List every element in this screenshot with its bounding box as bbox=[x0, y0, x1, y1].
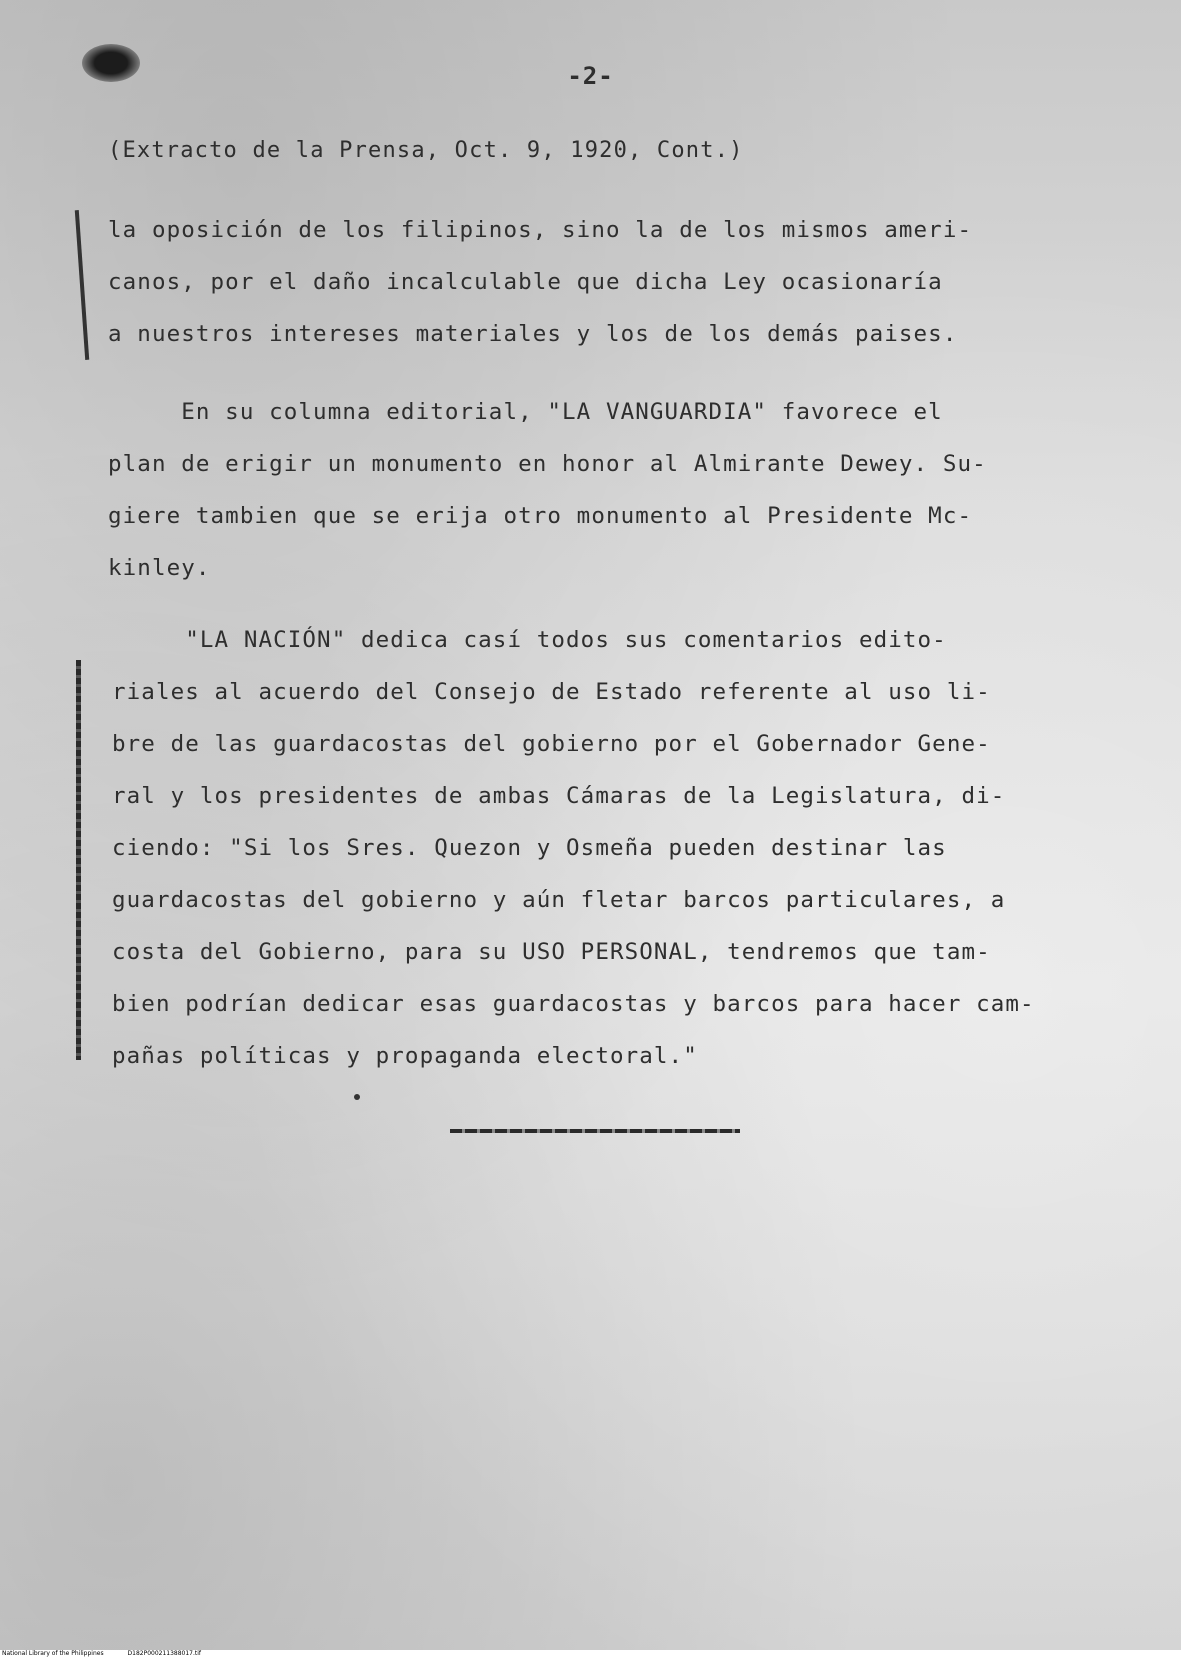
text-line: la oposición de los filipinos, sino la de los mismos ameri- bbox=[108, 217, 973, 243]
archive-footer bbox=[2, 1650, 201, 1658]
text-line: giere tambien que se erija otro monumento al Presidente Mc- bbox=[108, 503, 973, 529]
text-line: En su columna editorial, "LA VANGUARDIA" favorece el bbox=[108, 399, 943, 425]
text-line: pañas políticas y propaganda electoral." bbox=[112, 1043, 698, 1069]
text-line: kinley. bbox=[108, 555, 211, 581]
text-line: canos, por el daño incalculable que dicha Ley ocasionaría bbox=[108, 269, 943, 295]
text-line: costa del Gobierno, para su USO PERSONAL, tendremos que tam- bbox=[112, 939, 991, 965]
text-line: guardacostas del gobierno y aún fletar barcos particulares, a bbox=[112, 887, 1006, 913]
page-number: -2- bbox=[567, 62, 614, 90]
paragraph bbox=[112, 614, 1112, 1082]
footer-institution: National Library of the Philippines bbox=[2, 1650, 104, 1657]
paragraph bbox=[108, 204, 1108, 360]
text-line: ral y los presidentes de ambas Cámaras de la Legislatura, di- bbox=[112, 783, 1006, 809]
paragraph bbox=[108, 386, 1108, 594]
margin-mark bbox=[75, 210, 89, 360]
margin-mark bbox=[76, 660, 81, 1060]
text-line: riales al acuerdo del Consejo de Estado referente al uso li- bbox=[112, 679, 991, 705]
document-heading: (Extracto de la Prensa, Oct. 9, 1920, Cont.) bbox=[108, 138, 744, 163]
text-line: bre de las guardacostas del gobierno por el Gobernador Gene- bbox=[112, 731, 991, 757]
footer-file-id: D182P000211388017.tif bbox=[127, 1650, 202, 1657]
ink-speck bbox=[354, 1094, 360, 1100]
text-line: a nuestros intereses materiales y los de los demás paises. bbox=[108, 321, 958, 347]
text-line: ciendo: "Si los Sres. Quezon y Osmeña pueden destinar las bbox=[112, 835, 947, 861]
text-line: plan de erigir un monumento en honor al Almirante Dewey. Su- bbox=[108, 451, 987, 477]
text-line: "LA NACIÓN" dedica casí todos sus comentarios edito- bbox=[112, 627, 947, 653]
text-line: bien podrían dedicar esas guardacostas y barcos para hacer cam- bbox=[112, 991, 1035, 1017]
separator-rule bbox=[450, 1129, 740, 1133]
